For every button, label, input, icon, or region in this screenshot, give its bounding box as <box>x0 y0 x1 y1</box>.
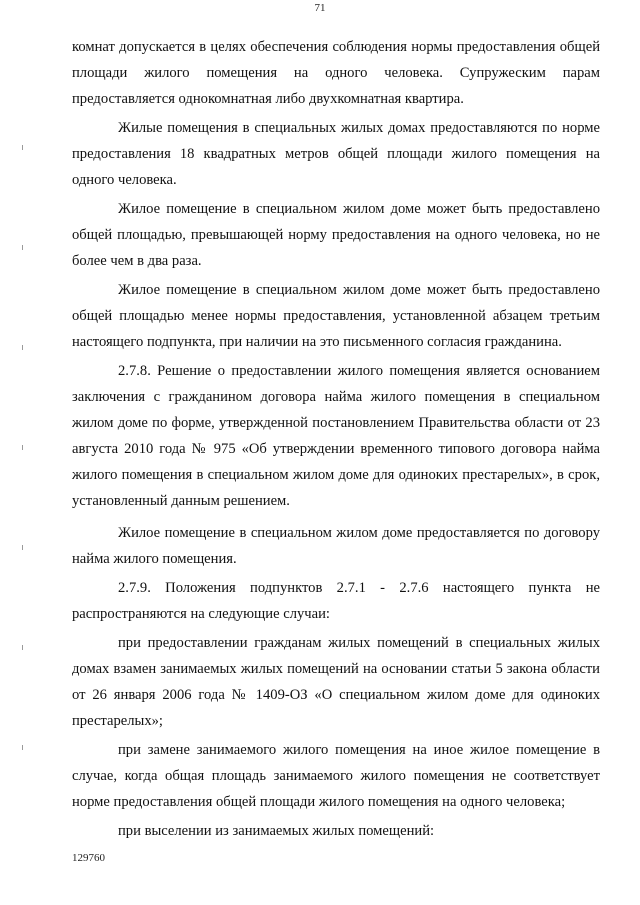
margin-mark <box>22 445 23 450</box>
paragraph-3: Жилое помещение в специальном жилом доме может быть предоставлено общей площадью, превышающей норму предоставления на одного человека, но не более чем в два раза. <box>72 201 600 269</box>
paragraph-7: 2.7.9. Положения подпунктов 2.7.1 - 2.7.6 настоящего пункта не распространяются на следующие случаи: <box>72 580 600 622</box>
margin-mark <box>22 645 23 650</box>
paragraph-2: Жилые помещения в специальных жилых домах предоставляются по норме предоставления 18 квадратных метров общей площади жилого помещения на одного человека. <box>72 120 600 188</box>
paragraph-4: Жилое помещение в специальном жилом доме может быть предоставлено общей площадью менее нормы предоставления, установленной абзацем третьим настоящего подпункта, при наличии на это письменного согласия гражданина. <box>72 282 600 350</box>
paragraph-9: при замене занимаемого жилого помещения на иное жилое помещение в случае, когда общая площадь занимаемого жилого помещения не соответствует норме предоставления общей площади жилого помещения на одного человека; <box>72 742 600 810</box>
paragraph-5: 2.7.8. Решение о предоставлении жилого помещения является основанием заключения с гражданином договора найма жилого помещения в специальном жилом доме по форме, утвержденной постановлением Правительства области от 23 августа 2010 года № 975 «Об утверждении временного типового договора найма жилого помещения в специальном жилом доме для одиноких престарелых», в срок, установленный данным решением. <box>72 363 600 509</box>
paragraph-6: Жилое помещение в специальном жилом доме предоставляется по договору найма жилого помещения. <box>72 525 600 567</box>
document-body <box>72 34 600 844</box>
margin-mark <box>22 245 23 250</box>
paragraph-10: при выселении из занимаемых жилых помещений: <box>118 823 435 839</box>
paragraph-1: комнат допускается в целях обеспечения соблюдения нормы предоставления общей площади жилого помещения на одного человека. Супружеским парам предоставляется однокомнатная либо двухкомнатная квартира. <box>72 39 600 107</box>
page-number: 71 <box>314 2 326 14</box>
footer-code: 129760 <box>72 852 105 864</box>
margin-mark <box>22 345 23 350</box>
paragraph-8: при предоставлении гражданам жилых помещений в специальных жилых домах взамен занимаемых жилых помещений на основании статьи 5 закона области от 26 января 2006 года № 1409-ОЗ «О специальном жилом доме для одиноких престарелых»; <box>72 635 600 729</box>
margin-mark <box>22 545 23 550</box>
margin-mark <box>22 745 23 750</box>
margin-mark <box>22 145 23 150</box>
